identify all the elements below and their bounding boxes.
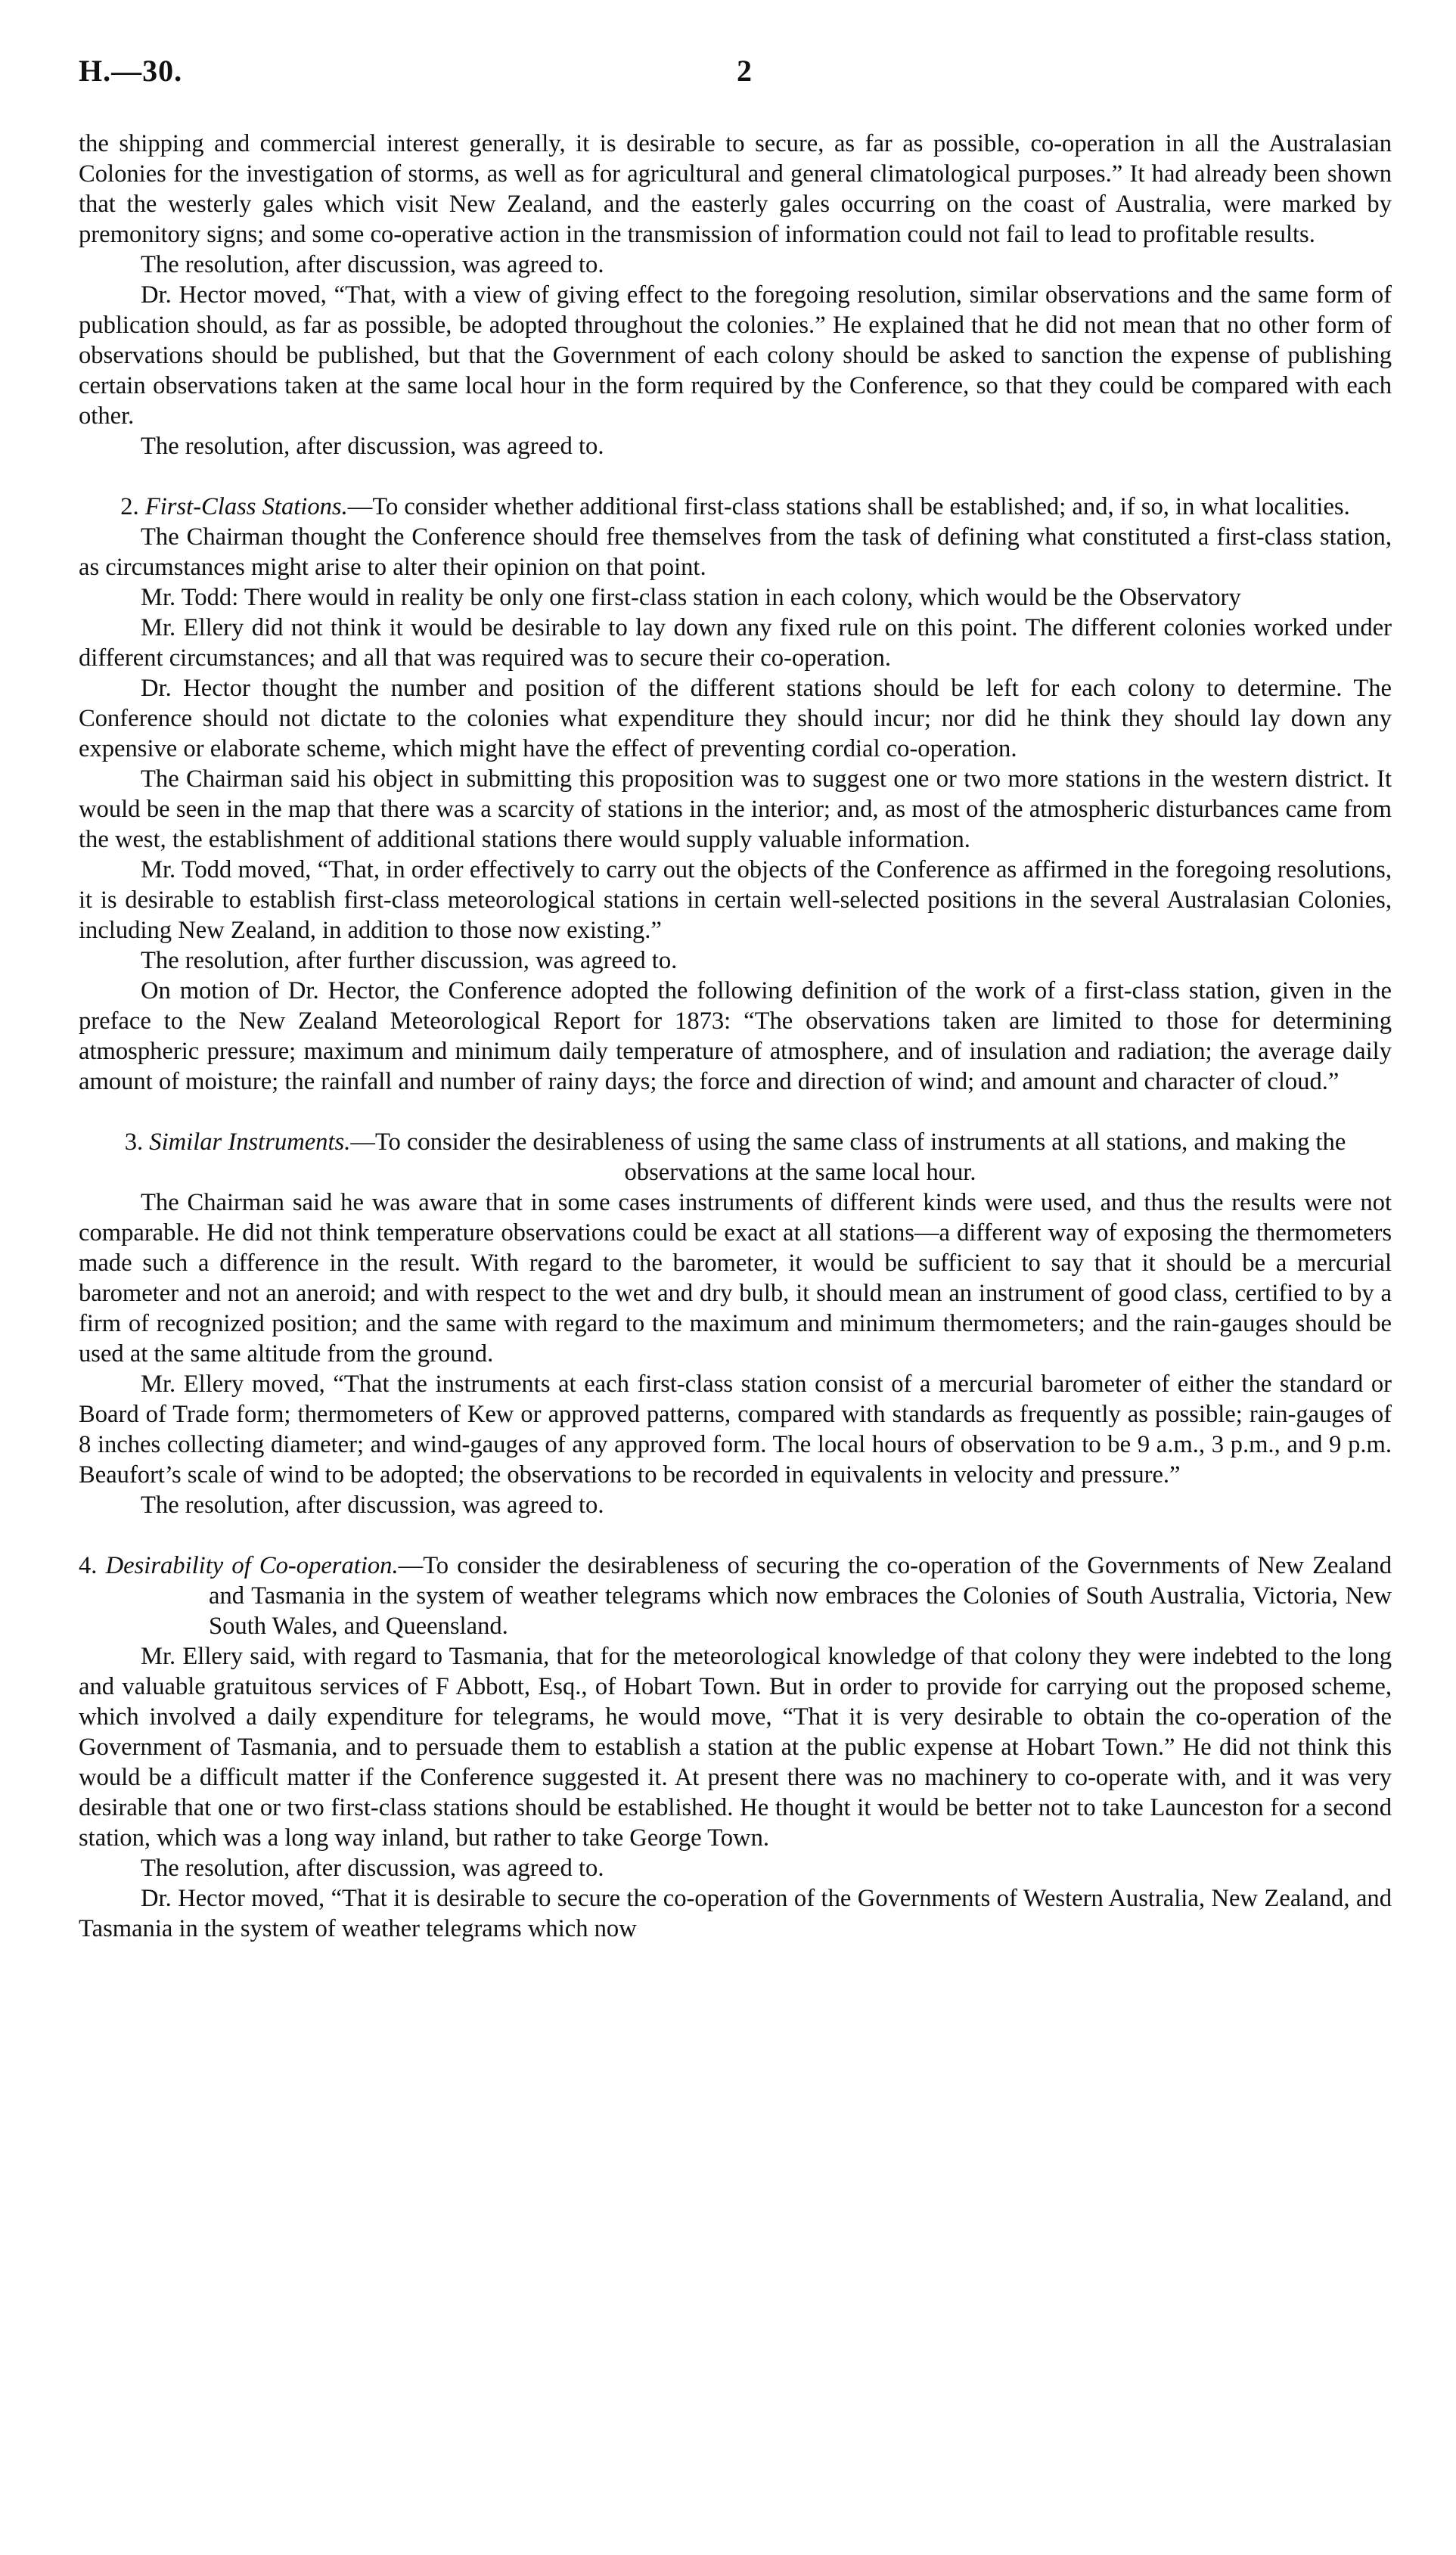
page-number: 2 [737,54,752,88]
section-title: First-Class Stations. [144,493,348,520]
page-reference: H.—30. [79,54,183,88]
section-title: Similar Instruments. [149,1128,351,1156]
paragraph: The resolution, after discussion, was agreed to. [141,433,604,460]
section-heading-3 [79,1127,1392,1187]
section-number: 4. [79,1552,98,1579]
paragraph: Mr. Todd moved, “That, in order effectively to carry out the objects of the Conference as affirmed in the foregoing resolutions, it is desirable to establish first-class meteorological stations in certain well-selected positions in the several Australasian Colonies, including New Zealand, in addition to those now existing.” [79,856,1392,944]
paragraph: The Chairman said his object in submitting this proposition was to suggest one or two more stations in the western district. It would be seen in the map that there was a scarcity of stations in the interior; and, as most of the atmospheric disturbances came from the west, the establishment of additional stations there would supply valuable information. [79,765,1392,853]
paragraph: The resolution, after discussion, was agreed to. [141,1855,604,1882]
paragraph: Dr. Hector moved, “That it is desirable to secure the co-operation of the Governments of Western Australia, New Zealand, and Tasmania in the system of weather telegrams which now [79,1885,1392,1942]
paragraph: Mr. Ellery did not think it would be desirable to lay down any fixed rule on this point. The different colonies worked under different circumstances; and all that was required was to secure their co-operation. [79,614,1392,672]
paragraph: the shipping and commercial interest generally, it is desirable to secure, as far as possible, co-operation in all the Australasian Colonies for the investigation of storms, as well as for agricultural and general climatological purposes.” It had already been shown that the westerly gales which visit New Zealand, and the easterly gales occurring on the coast of Australia, were marked by premonitory signs; and some co-operative action in the transmission of information could not fail to lead to profitable results. [79,130,1392,248]
paragraph: Mr. Todd: There would in reality be only one first-class station in each colony, which would be the Observatory [141,584,1241,611]
section-description: —To consider the desirableness of securing the co-operation of the Governments of New Zealand and Tasmania in the system of weather telegrams which now embraces the Colonies of South Australia, Victoria, New South Wales, and Queensland. [209,1552,1392,1640]
paragraph: On motion of Dr. Hector, the Conference adopted the following definition of the work of a first-class station, given in the preface to the New Zealand Meteorological Report for 1873: “The observations taken are limited to those for determining atmospheric pressure; maximum and minimum daily temperature of atmosphere, and of insulation and radiation; the average daily amount of moisture; the rainfall and number of rainy days; the force and direction of wind; and amount and character of cloud.” [79,977,1392,1095]
section-heading-4 [79,1551,1392,1641]
section-number: 3. [124,1128,144,1156]
paragraph: The Chairman thought the Conference should free themselves from the task of defining what constituted a first-class station, as circumstances might arise to alter their opinion on that point. [79,523,1392,581]
paragraph: The Chairman said he was aware that in some cases instruments of different kinds were used, and thus the results were not comparable. He did not think temperature observations could be exact at all stations—a different way of exposing the thermometers made such a difference in the result. With regard to the barometer, it would be sufficient to say that it should be a mercurial barometer and not an aneroid; and with respect to the wet and dry bulb, it should mean an instrument of good class, certified to by a firm of recognized position; and the same with regard to the maximum and minimum thermometers; and the rain-gauges should be used at the same altitude from the ground. [79,1189,1392,1368]
section-description: —To consider whether additional first-class stations shall be established; and, if so, in what localities. [347,493,1350,520]
section-number: 2. [120,493,139,520]
section-description: —To consider the desirableness of using the same class of instruments at all stations, and making the observations at the same local hour. [350,1128,1346,1186]
section-title: Desirability of Co-operation. [105,1552,399,1579]
paragraph: The resolution, after discussion, was agreed to. [141,1492,604,1519]
page-header [79,53,1395,98]
section-heading-2 [79,492,1392,522]
paragraph: Dr. Hector thought the number and position of the different stations should be left for each colony to determine. The Conference should not dictate to the colonies what expenditure they should incur; nor did he think they should lay down any expensive or elaborate scheme, which might have the effect of preventing cordial co-operation. [79,675,1392,762]
paragraph: Mr. Ellery said, with regard to Tasmania, that for the meteorological knowledge of that colony they were indebted to the long and valuable gratuitous services of F Abbott, Esq., of Hobart Town. But in order to provide for carrying out the proposed scheme, which involved a daily expenditure for telegrams, he would move, “That it is very desirable to obtain the co-operation of the Government of Tasmania, and to persuade them to establish a station at the public expense at Hobart Town.” He did not think this would be a difficult matter if the Conference suggested it. At present there was no machinery to co-operate with, and it was very desirable that one or two first-class stations should be established. He thought it would be better not to take Launceston for a second station, which was a long way inland, but rather to take George Town. [79,1643,1392,1852]
paragraph: Mr. Ellery moved, “That the instruments at each first-class station consist of a mercurial barometer of either the standard or Board of Trade form; thermometers of Kew or approved patterns, compared with standards as frequently as possible; rain-gauges of 8 inches collecting diameter; and wind-gauges of any approved form. The local hours of observation to be 9 a.m., 3 p.m., and 9 p.m. Beaufort’s scale of wind to be adopted; the observations to be recorded in equivalents in velocity and pressure.” [79,1371,1392,1489]
paragraph: The resolution, after discussion, was agreed to. [141,251,604,278]
paragraph: Dr. Hector moved, “That, with a view of giving effect to the foregoing resolution, similar observations and the same form of publication should, as far as possible, be adopted throughout the colonies.” He explained that he did not mean that no other form of observations should be published, but that the Government of each colony should be asked to sanction the expense of publishing certain observations taken at the same local hour in the form required by the Conference, so that they could be compared with each other. [79,281,1392,430]
document-body [79,129,1392,1944]
paragraph: The resolution, after further discussion, was agreed to. [141,947,678,974]
